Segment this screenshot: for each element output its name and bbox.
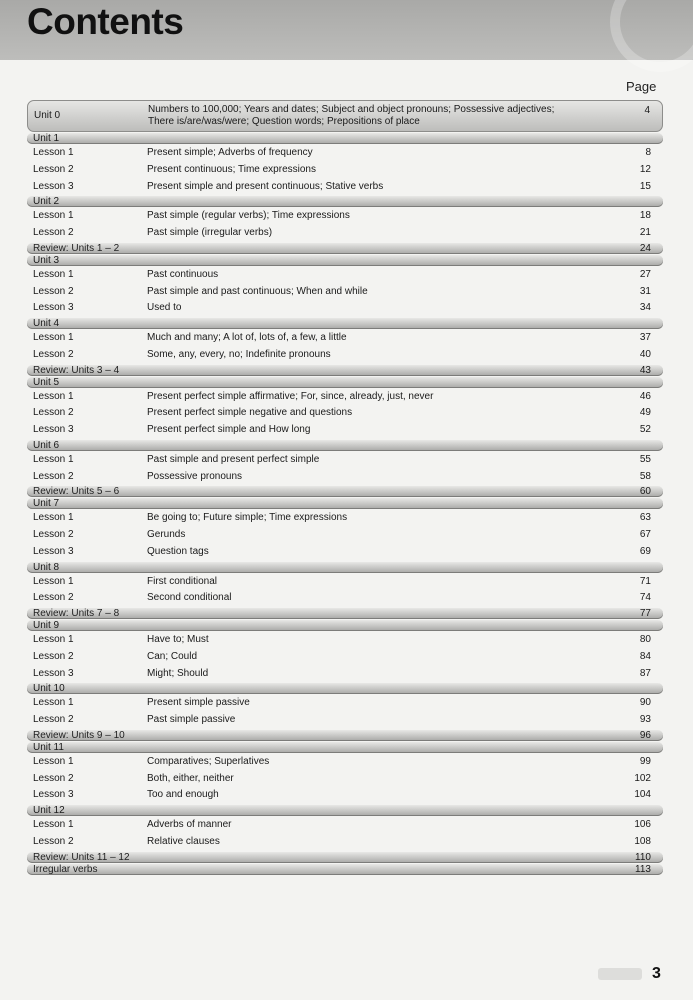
lesson-page: 99 <box>639 755 651 767</box>
lesson-page: 8 <box>645 147 651 158</box>
lesson-row <box>27 754 663 771</box>
unit-0-topics-line-1: Numbers to 100,000; Years and dates; Subject and object pronouns; Possessive adjectives; <box>148 104 555 115</box>
lesson-row <box>27 267 663 284</box>
lesson-label: Lesson 1 <box>33 268 74 280</box>
unit-label: Unit 6 <box>33 439 60 451</box>
unit-header-row <box>27 620 663 631</box>
lesson-page: 15 <box>639 180 651 192</box>
lesson-page: 93 <box>639 714 651 725</box>
lesson-topic: Question tags <box>147 545 209 557</box>
lesson-label: Lesson 1 <box>33 755 74 767</box>
lesson-topic: Used to <box>147 302 182 314</box>
lesson-label: Lesson 1 <box>33 332 74 343</box>
lesson-label: Lesson 3 <box>33 545 74 557</box>
lesson-topic: Gerunds <box>147 529 186 540</box>
review-label: Review: Units 3 – 4 <box>33 364 120 376</box>
lesson-row <box>27 422 663 439</box>
lesson-topic: Present simple; Adverbs of frequency <box>147 147 313 158</box>
review-row <box>27 730 663 741</box>
review-row <box>27 852 663 863</box>
lesson-topic: First conditional <box>147 575 218 587</box>
lesson-row <box>27 787 663 804</box>
lesson-page: 84 <box>639 650 651 662</box>
lesson-page: 108 <box>634 835 651 847</box>
unit-label: Unit 8 <box>33 561 60 573</box>
review-page: 96 <box>639 729 651 741</box>
lesson-row <box>27 649 663 666</box>
lesson-page: 58 <box>639 470 651 482</box>
lesson-page: 87 <box>639 667 651 679</box>
lesson-page: 46 <box>639 390 651 402</box>
table-of-contents <box>27 100 663 876</box>
review-page: 77 <box>639 608 651 619</box>
lesson-topic: Past simple (irregular verbs) <box>147 227 273 238</box>
lesson-topic: Present continuous; Time expressions <box>147 163 316 175</box>
lesson-label: Lesson 2 <box>33 407 74 419</box>
unit-header-row <box>27 255 663 266</box>
lesson-topic: Present simple and present continuous; Stative verbs <box>147 180 384 192</box>
lesson-topic: Comparatives; Superlatives <box>147 755 270 767</box>
lesson-label: Lesson 2 <box>33 714 74 725</box>
toc-entries <box>27 133 663 875</box>
lesson-row <box>27 817 663 834</box>
review-label: Review: Units 9 – 10 <box>33 729 125 741</box>
lesson-label: Lesson 1 <box>33 512 74 524</box>
lesson-page: 49 <box>639 407 651 419</box>
lesson-row <box>27 284 663 301</box>
lesson-label: Lesson 1 <box>33 453 74 465</box>
review-page: 113 <box>635 863 651 875</box>
lesson-label: Lesson 1 <box>33 147 74 158</box>
page-title: Contents <box>27 1 184 42</box>
lesson-label: Lesson 3 <box>33 667 74 679</box>
lesson-row <box>27 771 663 788</box>
unit-0-topics <box>148 101 612 128</box>
lesson-page: 102 <box>634 772 651 784</box>
unit-header-row <box>27 683 663 694</box>
lesson-topic: Past continuous <box>147 268 219 280</box>
lesson-row <box>27 544 663 561</box>
unit-header-row <box>27 196 663 207</box>
unit-header-row <box>27 133 663 144</box>
lesson-page: 63 <box>639 512 651 524</box>
review-label: Review: Units 1 – 2 <box>33 242 120 254</box>
lesson-row <box>27 225 663 242</box>
review-label: Irregular verbs <box>33 863 98 875</box>
lesson-topic: Adverbs of manner <box>147 819 232 830</box>
lesson-row <box>27 452 663 469</box>
lesson-page: 71 <box>639 575 651 587</box>
unit-header-row <box>27 562 663 573</box>
unit-label: Unit 10 <box>33 683 65 695</box>
lesson-topic: Past simple passive <box>147 714 236 725</box>
unit-label: Unit 11 <box>33 741 64 753</box>
lesson-row <box>27 527 663 544</box>
lesson-page: 104 <box>634 789 651 801</box>
lesson-label: Lesson 2 <box>33 348 74 360</box>
lesson-row <box>27 347 663 364</box>
review-page: 43 <box>639 364 651 376</box>
lesson-label: Lesson 2 <box>33 529 74 540</box>
lesson-topic: Past simple and present perfect simple <box>147 453 320 465</box>
lesson-page: 31 <box>639 285 651 297</box>
lesson-label: Lesson 3 <box>33 789 74 801</box>
unit-label: Unit 2 <box>33 196 60 208</box>
lesson-topic: Relative clauses <box>147 835 220 847</box>
unit-label: Unit 4 <box>33 318 60 329</box>
lesson-page: 80 <box>639 634 651 645</box>
lesson-page: 27 <box>639 268 651 280</box>
lesson-row <box>27 695 663 712</box>
lesson-row <box>27 712 663 729</box>
review-row <box>27 365 663 376</box>
lesson-label: Lesson 1 <box>33 819 74 830</box>
unit-label: Unit 1 <box>33 133 60 144</box>
lesson-row <box>27 469 663 486</box>
lesson-page: 69 <box>639 545 651 557</box>
lesson-label: Lesson 2 <box>33 470 74 482</box>
lesson-row <box>27 510 663 527</box>
lesson-topic: Past simple and past continuous; When and while <box>147 285 368 297</box>
unit-header-row <box>27 377 663 388</box>
unit-header-row <box>27 805 663 816</box>
lesson-label: Lesson 1 <box>33 210 74 222</box>
lesson-label: Lesson 2 <box>33 772 74 784</box>
lesson-label: Lesson 1 <box>33 390 74 402</box>
lesson-topic: Have to; Must <box>147 634 209 645</box>
lesson-page: 37 <box>639 332 651 343</box>
lesson-page: 52 <box>639 424 651 435</box>
unit-label: Unit 7 <box>33 498 60 510</box>
lesson-label: Lesson 2 <box>33 592 74 604</box>
lesson-page: 67 <box>639 529 651 540</box>
lesson-label: Lesson 2 <box>33 835 74 847</box>
lesson-topic: Might; Should <box>147 667 209 679</box>
lesson-topic: Both, either, neither <box>147 772 234 784</box>
lesson-topic: Too and enough <box>147 789 219 801</box>
lesson-label: Lesson 3 <box>33 180 74 192</box>
lesson-label: Lesson 1 <box>33 634 74 645</box>
lesson-label: Lesson 2 <box>33 650 74 662</box>
lesson-topic: Can; Could <box>147 650 198 662</box>
lesson-topic: Much and many; A lot of, lots of, a few, a little <box>147 332 347 343</box>
page-number: 3 <box>652 965 661 982</box>
lesson-label: Lesson 3 <box>33 302 74 314</box>
unit-0-row <box>27 100 663 132</box>
unit-0-label: Unit 0 <box>34 110 61 121</box>
review-row <box>27 864 663 875</box>
header-circle-decoration <box>610 0 693 72</box>
unit-label: Unit 5 <box>33 376 60 388</box>
unit-label: Unit 9 <box>33 620 60 631</box>
lesson-row <box>27 574 663 591</box>
lesson-page: 34 <box>639 302 651 314</box>
review-label: Review: Units 7 – 8 <box>33 608 120 619</box>
lesson-page: 18 <box>639 210 651 222</box>
lesson-topic: Past simple (regular verbs); Time expressions <box>147 210 350 222</box>
lesson-row <box>27 834 663 851</box>
lesson-label: Lesson 2 <box>33 227 74 238</box>
lesson-row <box>27 389 663 406</box>
lesson-label: Lesson 2 <box>33 285 74 297</box>
footer-decoration <box>598 968 642 980</box>
review-row <box>27 486 663 497</box>
lesson-topic: Some, any, every, no; Indefinite pronouns <box>147 348 331 360</box>
lesson-page: 106 <box>634 819 651 830</box>
unit-header-row <box>27 318 663 329</box>
lesson-topic: Be going to; Future simple; Time expressions <box>147 512 348 524</box>
review-row <box>27 608 663 619</box>
lesson-label: Lesson 2 <box>33 163 74 175</box>
lesson-row <box>27 162 663 179</box>
lesson-page: 40 <box>639 348 651 360</box>
lesson-label: Lesson 1 <box>33 697 74 709</box>
lesson-page: 90 <box>639 697 651 709</box>
unit-header-row <box>27 742 663 753</box>
lesson-page: 55 <box>639 453 651 465</box>
lesson-row <box>27 300 663 317</box>
lesson-page: 21 <box>639 227 651 238</box>
lesson-topic: Present perfect simple negative and questions <box>147 407 353 419</box>
lesson-topic: Second conditional <box>147 592 232 604</box>
lesson-page: 12 <box>639 163 651 175</box>
lesson-row <box>27 208 663 225</box>
lesson-row <box>27 632 663 649</box>
lesson-topic: Present perfect simple affirmative; For, since, already, just, never <box>147 390 434 402</box>
page-column-label: Page <box>626 79 657 94</box>
lesson-row <box>27 405 663 422</box>
lesson-row <box>27 179 663 196</box>
review-row <box>27 243 663 254</box>
lesson-label: Lesson 1 <box>33 575 74 587</box>
lesson-label: Lesson 3 <box>33 424 74 435</box>
lesson-row <box>27 666 663 683</box>
unit-header-row <box>27 498 663 509</box>
review-page: 24 <box>639 242 651 254</box>
lesson-row <box>27 145 663 162</box>
review-label: Review: Units 11 – 12 <box>33 851 130 863</box>
review-label: Review: Units 5 – 6 <box>33 486 120 498</box>
lesson-topic: Present simple passive <box>147 697 250 709</box>
unit-label: Unit 3 <box>33 254 60 266</box>
unit-0-page: 4 <box>644 105 650 116</box>
lesson-page: 74 <box>639 592 651 604</box>
lesson-topic: Present perfect simple and How long <box>147 424 311 435</box>
review-page: 60 <box>639 486 651 498</box>
unit-header-row <box>27 440 663 451</box>
lesson-topic: Possessive pronouns <box>147 470 243 482</box>
review-page: 110 <box>635 851 651 863</box>
lesson-row <box>27 590 663 607</box>
unit-0-topics-line-2: There is/are/was/were; Question words; Prepositions of place <box>148 116 420 127</box>
unit-label: Unit 12 <box>33 805 65 816</box>
lesson-row <box>27 330 663 347</box>
